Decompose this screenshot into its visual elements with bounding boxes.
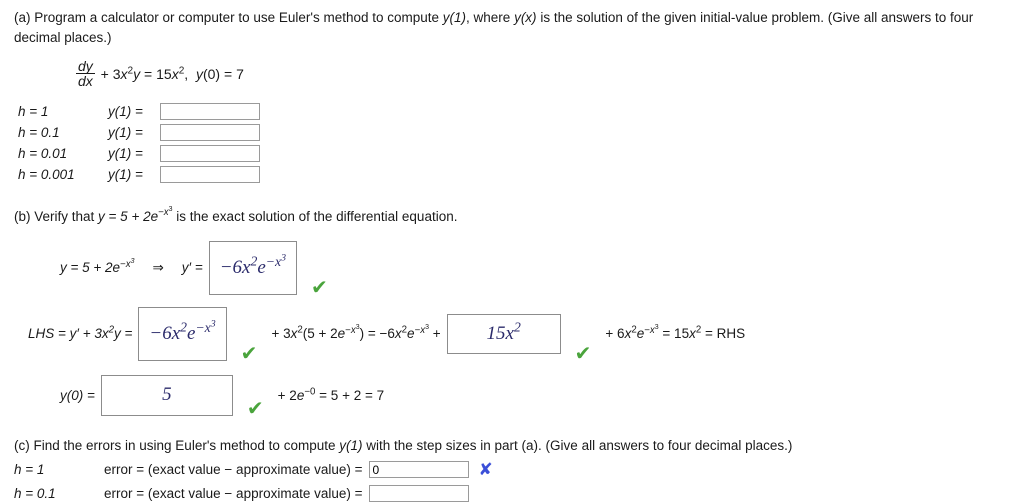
- checkmark-icon: ✔: [574, 341, 592, 366]
- checkmark-icon: ✔: [246, 395, 264, 420]
- error-step-size-label: h = 1: [14, 462, 45, 478]
- part-a-prompt-pre: (a) Program a calculator or computer to use Euler's method to compute: [14, 10, 443, 25]
- lhs-middle-expression: + $3x^2(5 + 2e^{-x^3}) = -6x^2e^{-x^3}$ +: [271, 323, 441, 342]
- lhs-box-1[interactable]: [138, 307, 226, 361]
- error-input-h01[interactable]: [369, 485, 469, 502]
- part-b-solution-exponent: [158, 207, 172, 218]
- lhs-box-2[interactable]: [447, 314, 561, 354]
- lhs-box-1-text: $-6x^2e^{-x^3}$: [149, 318, 216, 344]
- solution-exp-power: 3: [130, 257, 135, 265]
- error-rows: [14, 460, 1010, 502]
- list-item: [14, 485, 1010, 502]
- y0-answer-box[interactable]: [101, 375, 233, 415]
- implies-arrow: ⇒: [152, 260, 164, 276]
- part-b-prompt-post: is the exact solution of the differential equation.: [172, 208, 458, 224]
- table-row: [18, 143, 260, 164]
- initial-condition-arg: (0): [202, 65, 221, 82]
- y0-label: y(0) =: [60, 387, 95, 403]
- euler-answer-input-h0001[interactable]: [160, 166, 260, 183]
- initial-condition-value: 7: [236, 65, 244, 82]
- y-prime-answer-box[interactable]: [209, 241, 297, 295]
- solution-expression: [60, 257, 134, 279]
- step-size-label: h = 0.1: [18, 124, 60, 140]
- yprime-coef: −6: [219, 256, 243, 278]
- equation-equals: = 15: [140, 65, 172, 82]
- y0-answer-text: 5: [162, 384, 172, 406]
- part-c-prompt: [14, 436, 1010, 456]
- fraction-numerator: dy: [78, 57, 93, 74]
- initial-condition-equals: =: [220, 65, 237, 82]
- error-formula-label: error = (exact value − approximate value) =: [104, 462, 363, 478]
- part-a-yx: y(x): [514, 10, 537, 25]
- incorrect-icon: ✘: [478, 459, 493, 480]
- y1-label: y(1) =: [108, 103, 143, 119]
- part-c-prompt-post: with the step sizes in part (a). (Give all answers to four decimal places.): [362, 437, 793, 453]
- table-row: [18, 101, 260, 122]
- yprime-x-exp: 2: [250, 253, 258, 269]
- part-c-y1: y(1): [339, 437, 363, 453]
- checkmark-icon: ✔: [310, 275, 328, 300]
- part-b-solution: y = 5 + 2e: [98, 208, 159, 224]
- error-input-h1[interactable]: [369, 461, 469, 478]
- step-size-label: h = 0.01: [18, 145, 68, 161]
- yprime-x: x: [242, 256, 251, 278]
- part-b-work: [28, 241, 1010, 420]
- part-b-prompt: [14, 207, 1010, 227]
- euler-answer-input-h01[interactable]: [160, 124, 260, 141]
- initial-condition-y: y: [195, 65, 203, 82]
- y1-label: y(1) =: [108, 124, 143, 140]
- part-c-prompt-pre: (c) Find the errors in using Euler's method to compute: [14, 437, 340, 453]
- table-row: [18, 164, 260, 185]
- equation-rhs-x: x: [171, 65, 179, 82]
- table-row: [18, 122, 260, 143]
- y-prime-answer-text: [220, 253, 286, 283]
- y1-label: y(1) =: [108, 145, 143, 161]
- euler-answers-table: [18, 101, 260, 185]
- derivative-line: [60, 241, 1010, 300]
- answer-cell: [160, 143, 260, 164]
- step-size-label: h = 0.001: [18, 166, 75, 182]
- lhs-verification-line: [28, 307, 1010, 366]
- list-item: [14, 460, 1010, 480]
- yprime-e: e: [257, 256, 266, 278]
- answer-cell: [160, 164, 260, 185]
- part-b-exp-power: 3: [168, 206, 173, 214]
- error-formula-label: error = (exact value − approximate value) =: [104, 485, 363, 501]
- part-a-prompt-mid: , where: [466, 10, 515, 25]
- solution-expression-text: y = 5 + 2e: [60, 260, 121, 276]
- y0-tail-expression: + $2e^{-0} = 5 + 2 = 7$: [277, 386, 385, 403]
- euler-answer-input-h001[interactable]: [160, 145, 260, 162]
- differential-equation: [74, 59, 1010, 89]
- lhs-tail-expression: + $6x^2e^{-x^3} = 15x^2$ = RHS: [605, 323, 746, 342]
- equation-x: x: [120, 65, 128, 82]
- fraction-denominator: dx: [78, 73, 93, 90]
- equation-rhs-exponent: 2: [178, 64, 185, 76]
- lhs-box-2-text: $15x^2$: [486, 319, 521, 344]
- equation-y: y: [133, 65, 141, 82]
- dy-dx-fraction: [76, 59, 95, 89]
- solution-exponent: [120, 259, 134, 270]
- part-b-exp-base: −x: [158, 207, 169, 219]
- euler-answer-input-h1[interactable]: [160, 103, 260, 120]
- step-size-label: h = 1: [18, 103, 49, 119]
- lhs-label: LHS = $y' + 3x^2y$ =: [28, 324, 133, 342]
- initial-value-check-line: [60, 375, 1010, 420]
- solution-exp-base: −x: [120, 258, 131, 270]
- answer-cell: [160, 122, 260, 143]
- yprime-e-exp-base: −x: [265, 253, 282, 269]
- part-b-prompt-pre: (b) Verify that: [14, 208, 99, 224]
- answer-cell: [160, 101, 260, 122]
- part-a-prompt-post: is the solution of the given initial-value problem. (Give all answers to four decimal places.): [14, 10, 974, 46]
- part-a-prompt: [14, 8, 1010, 49]
- y-prime-label: y′ =: [181, 260, 203, 276]
- error-step-size-label: h = 0.1: [14, 485, 56, 501]
- checkmark-icon: ✔: [240, 341, 258, 366]
- part-a-y1: y(1): [442, 10, 467, 25]
- equation-comma: ,: [184, 65, 189, 82]
- y1-label: y(1) =: [108, 166, 143, 182]
- yprime-e-exp-power: 3: [281, 252, 286, 264]
- equation-x-exponent: 2: [127, 64, 134, 76]
- equation-term-plus3: + 3: [96, 65, 121, 82]
- yprime-e-exp: [266, 254, 286, 269]
